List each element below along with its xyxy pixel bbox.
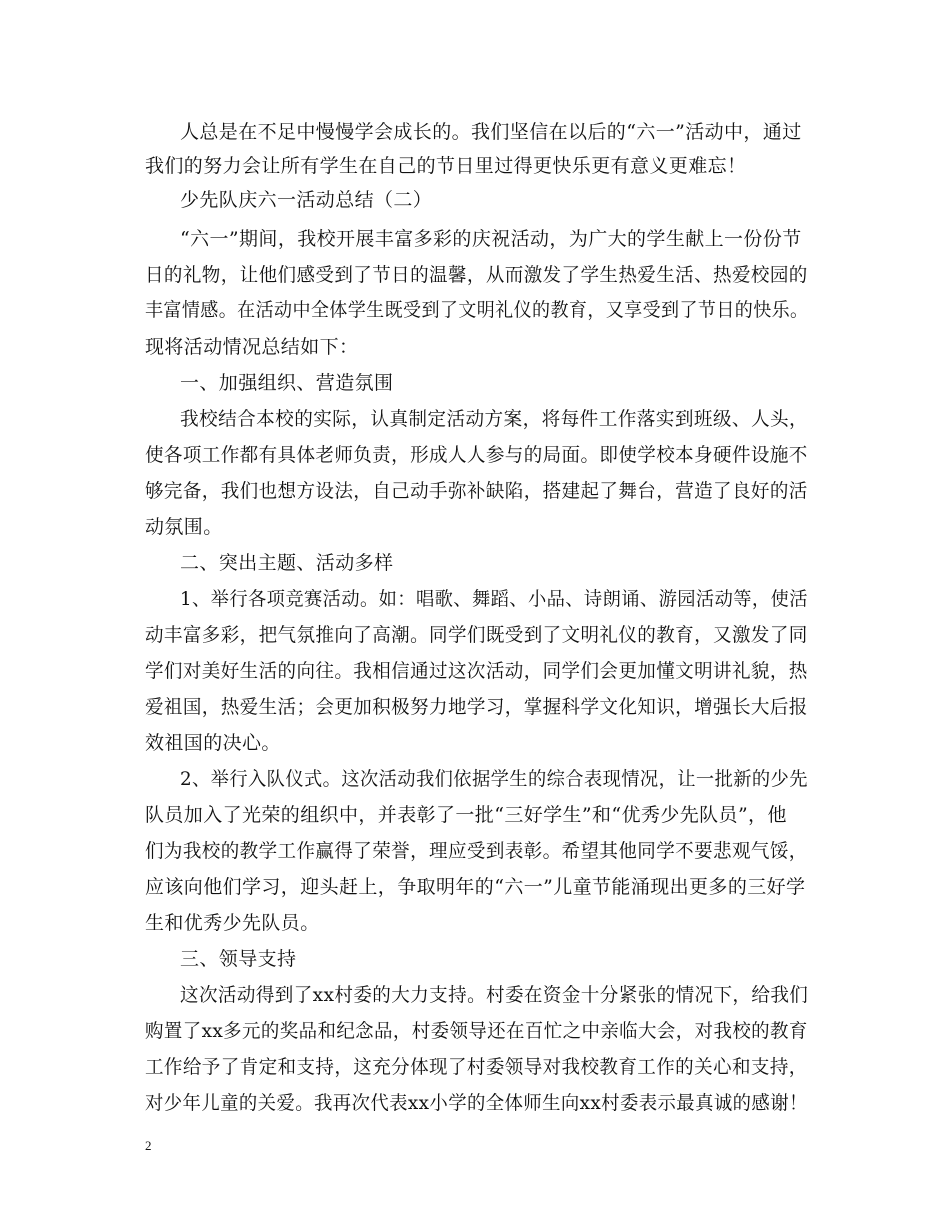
text-line: 效祖国的决心。 xyxy=(145,732,281,754)
text-line: 应该向他们学习，迎头赶上，争取明年的“六一”儿童节能涌现出更多的三好学 xyxy=(145,876,806,898)
page-number: 2 xyxy=(145,1138,152,1153)
section-heading: 二、突出主题、活动多样 xyxy=(180,552,394,574)
text-line: 购置了xx多元的奖品和纪念品，村委领导还在百忙之中亲临大会，对我校的教育 xyxy=(145,1020,808,1042)
text-line: 我们的努力会让所有学生在自己的节日里过得更快乐更有意义更难忘！ xyxy=(145,155,747,177)
text-line: 我校结合本校的实际，认真制定活动方案，将每件工作落实到班级、人头， xyxy=(180,408,809,430)
text-line: 现将活动情况总结如下： xyxy=(145,336,359,358)
section-heading: 一、加强组织、营造氛围 xyxy=(180,372,394,394)
text-line: 使各项工作都有具体老师负责，形成人人参与的局面。即使学校本身硬件设施不 xyxy=(145,444,808,466)
text-line: “六一”期间，我校开展丰富多彩的庆祝活动，为广大的学生献上一份份节 xyxy=(180,228,802,250)
text-line: 队员加入了光荣的组织中，并表彰了一批“三好学生”和“优秀少先队员”，他 xyxy=(145,804,787,826)
text-line: 这次活动得到了xx村委的大力支持。村委在资金十分紧张的情况下，给我们 xyxy=(180,984,809,1006)
text-line: 人总是在不足中慢慢学会成长的。我们坚信在以后的“六一”活动中，通过 xyxy=(180,121,802,143)
section-heading: 三、领导支持 xyxy=(180,948,297,970)
text-line: 够完备，我们也想方设法，自己动手弥补缺陷，搭建起了舞台，营造了良好的活 xyxy=(145,480,808,502)
text-line: 动氛围。 xyxy=(145,516,223,538)
text-line: 2、举行入队仪式。这次活动我们依据学生的综合表现情况，让一批新的少先 xyxy=(180,768,808,790)
text-line: 对少年儿童的关爱。我再次代表xx小学的全体师生向xx村委表示最真诚的感谢！ xyxy=(145,1092,808,1114)
text-line: 动丰富多彩，把气氛推向了高潮。同学们既受到了文明礼仪的教育，又激发了同 xyxy=(145,624,808,646)
text-line: 们为我校的教学工作赢得了荣誉，理应受到表彰。希望其他同学不要悲观气馁， xyxy=(145,840,808,862)
text-line: 1、举行各项竞赛活动。如：唱歌、舞蹈、小品、诗朗诵、游园活动等，使活 xyxy=(180,588,808,610)
section-heading: 少先队庆六一活动总结（二） xyxy=(180,189,433,211)
text-line: 工作给予了肯定和支持，这充分体现了村委领导对我校教育工作的关心和支持， xyxy=(145,1056,808,1078)
text-line: 日的礼物，让他们感受到了节日的温馨，从而激发了学生热爱生活、热爱校园的 xyxy=(145,264,808,286)
text-line: 学们对美好生活的向往。我相信通过这次活动，同学们会更加懂文明讲礼貌，热 xyxy=(145,660,808,682)
text-line: 丰富情感。在活动中全体学生既受到了文明礼仪的教育，又享受到了节日的快乐。 xyxy=(145,299,809,321)
text-line: 爱祖国，热爱生活；会更加积极努力地学习，掌握科学文化知识，增强长大后报 xyxy=(145,696,808,718)
text-line: 生和优秀少先队员。 xyxy=(145,912,320,934)
